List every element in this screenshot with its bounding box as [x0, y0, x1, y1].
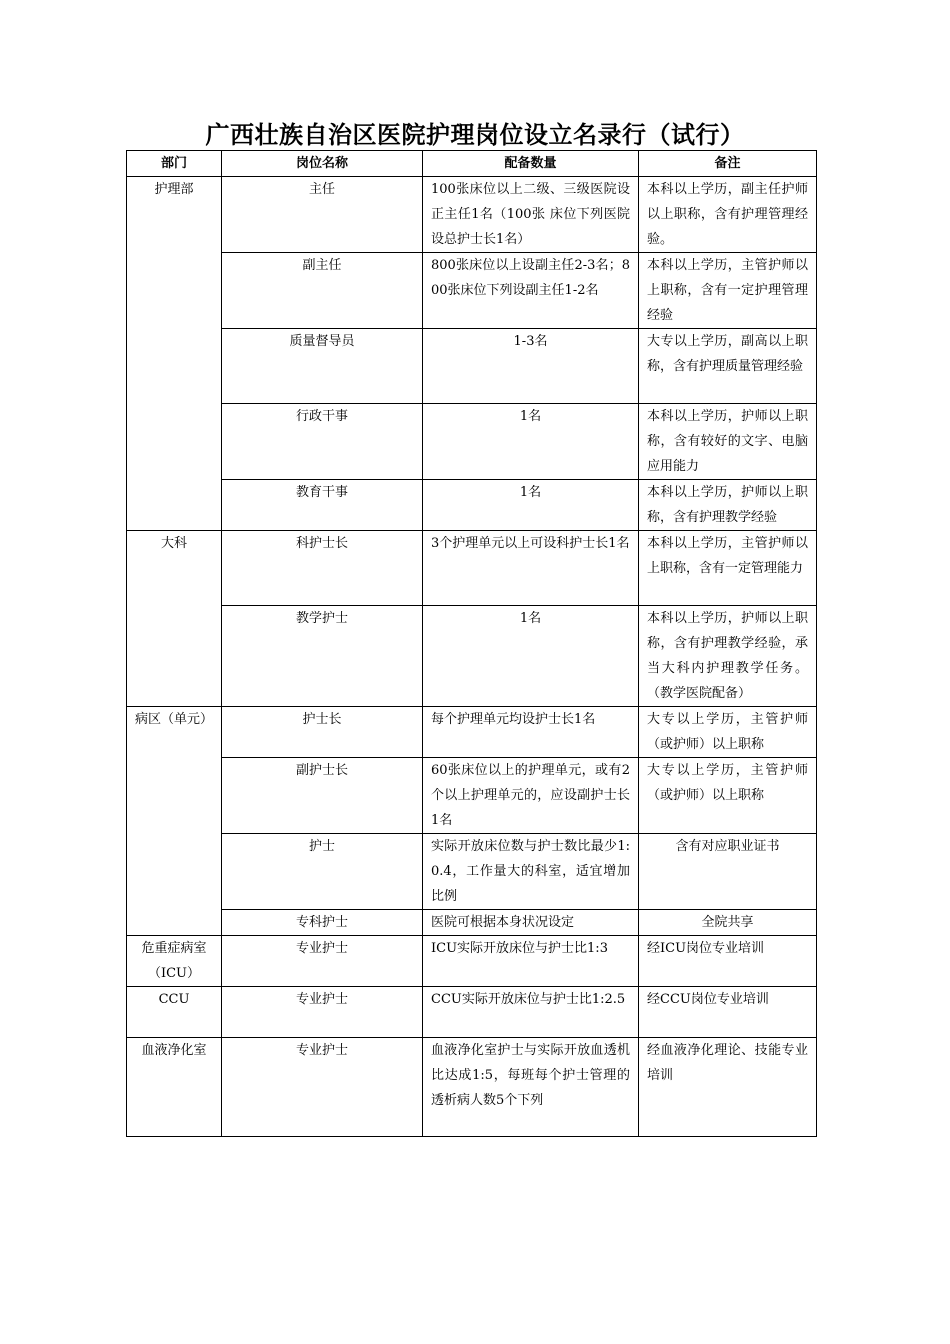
note-cell: 经ICU岗位专业培训 — [639, 936, 817, 987]
department-cell: 血液净化室 — [127, 1038, 222, 1137]
staffing-table — [126, 150, 817, 1137]
note-cell: 本科以上学历，副主任护师以上职称，含有护理管理经验。 — [639, 177, 817, 253]
position-cell: 专业护士 — [222, 1038, 423, 1137]
header-department: 部门 — [127, 151, 222, 177]
table-row — [127, 910, 817, 936]
header-note: 备注 — [639, 151, 817, 177]
table-row — [127, 404, 817, 480]
quantity-cell: 医院可根据本身状况设定 — [423, 910, 639, 936]
quantity-cell: ICU实际开放床位与护士比1:3 — [423, 936, 639, 987]
quantity-cell: CCU实际开放床位与护士比1:2.5 — [423, 987, 639, 1038]
department-cell: 护理部 — [127, 177, 222, 531]
position-cell: 副主任 — [222, 253, 423, 329]
quantity-cell: 1名 — [423, 606, 639, 707]
note-cell: 大专以上学历，主管护师（或护师）以上职称 — [639, 707, 817, 758]
position-cell: 专业护士 — [222, 987, 423, 1038]
note-cell: 本科以上学历，主管护师以上职称，含有一定管理能力 — [639, 531, 817, 606]
position-cell: 副护士长 — [222, 758, 423, 834]
quantity-cell: 800张床位以上设副主任2-3名；800张床位下列设副主任1-2名 — [423, 253, 639, 329]
note-cell: 大专以上学历，副高以上职称，含有护理质量管理经验 — [639, 329, 817, 404]
quantity-cell: 60张床位以上的护理单元，或有2个以上护理单元的，应设副护士长1名 — [423, 758, 639, 834]
note-cell: 大专以上学历，主管护师（或护师）以上职称 — [639, 758, 817, 834]
header-quantity: 配备数量 — [423, 151, 639, 177]
department-cell: 大科 — [127, 531, 222, 707]
quantity-cell: 1-3名 — [423, 329, 639, 404]
position-cell: 护士 — [222, 834, 423, 910]
note-cell: 经CCU岗位专业培训 — [639, 987, 817, 1038]
quantity-cell: 血液净化室护士与实际开放血透机比达成1:5，每班每个护士管理的透析病人数5个下列 — [423, 1038, 639, 1137]
quantity-cell: 1名 — [423, 480, 639, 531]
position-cell: 护士长 — [222, 707, 423, 758]
note-cell: 本科以上学历，护师以上职称，含有较好的文字、电脑应用能力 — [639, 404, 817, 480]
department-cell: 危重症病室（ICU） — [127, 936, 222, 987]
position-cell: 专业护士 — [222, 936, 423, 987]
position-cell: 质量督导员 — [222, 329, 423, 404]
position-cell: 教学护士 — [222, 606, 423, 707]
table-row — [127, 936, 817, 987]
position-cell: 主任 — [222, 177, 423, 253]
table-row — [127, 834, 817, 910]
quantity-cell: 每个护理单元均设护士长1名 — [423, 707, 639, 758]
table-row — [127, 480, 817, 531]
note-cell: 本科以上学历，护师以上职称，含有护理教学经验 — [639, 480, 817, 531]
table-row — [127, 758, 817, 834]
table-header-row — [127, 151, 817, 177]
table-row — [127, 987, 817, 1038]
table-row — [127, 606, 817, 707]
quantity-cell: 实际开放床位数与护士数比最少1:0.4，工作量大的科室，适宜增加比例 — [423, 834, 639, 910]
table-row — [127, 531, 817, 606]
department-cell: 病区（单元） — [127, 707, 222, 936]
quantity-cell: 100张床位以上二级、三级医院设正主任1名（100张 床位下列医院设总护士长1名） — [423, 177, 639, 253]
department-cell: CCU — [127, 987, 222, 1038]
note-cell: 本科以上学历，主管护师以上职称，含有一定护理管理经验 — [639, 253, 817, 329]
quantity-cell: 1名 — [423, 404, 639, 480]
note-cell: 含有对应职业证书 — [639, 834, 817, 910]
header-position: 岗位名称 — [222, 151, 423, 177]
table-row — [127, 1038, 817, 1137]
quantity-cell: 3个护理单元以上可设科护士长1名 — [423, 531, 639, 606]
table-row — [127, 329, 817, 404]
note-cell: 本科以上学历，护师以上职称，含有护理教学经验，承当大科内护理教学任务。（教学医院配备） — [639, 606, 817, 707]
position-cell: 专科护士 — [222, 910, 423, 936]
table-row — [127, 707, 817, 758]
position-cell: 科护士长 — [222, 531, 423, 606]
note-cell: 经血液净化理论、技能专业培训 — [639, 1038, 817, 1137]
position-cell: 行政干事 — [222, 404, 423, 480]
note-cell: 全院共享 — [639, 910, 817, 936]
table-row — [127, 177, 817, 253]
position-cell: 教育干事 — [222, 480, 423, 531]
table-row — [127, 253, 817, 329]
page-title: 广西壮族自治区医院护理岗位设立名录行（试行） — [205, 120, 745, 149]
